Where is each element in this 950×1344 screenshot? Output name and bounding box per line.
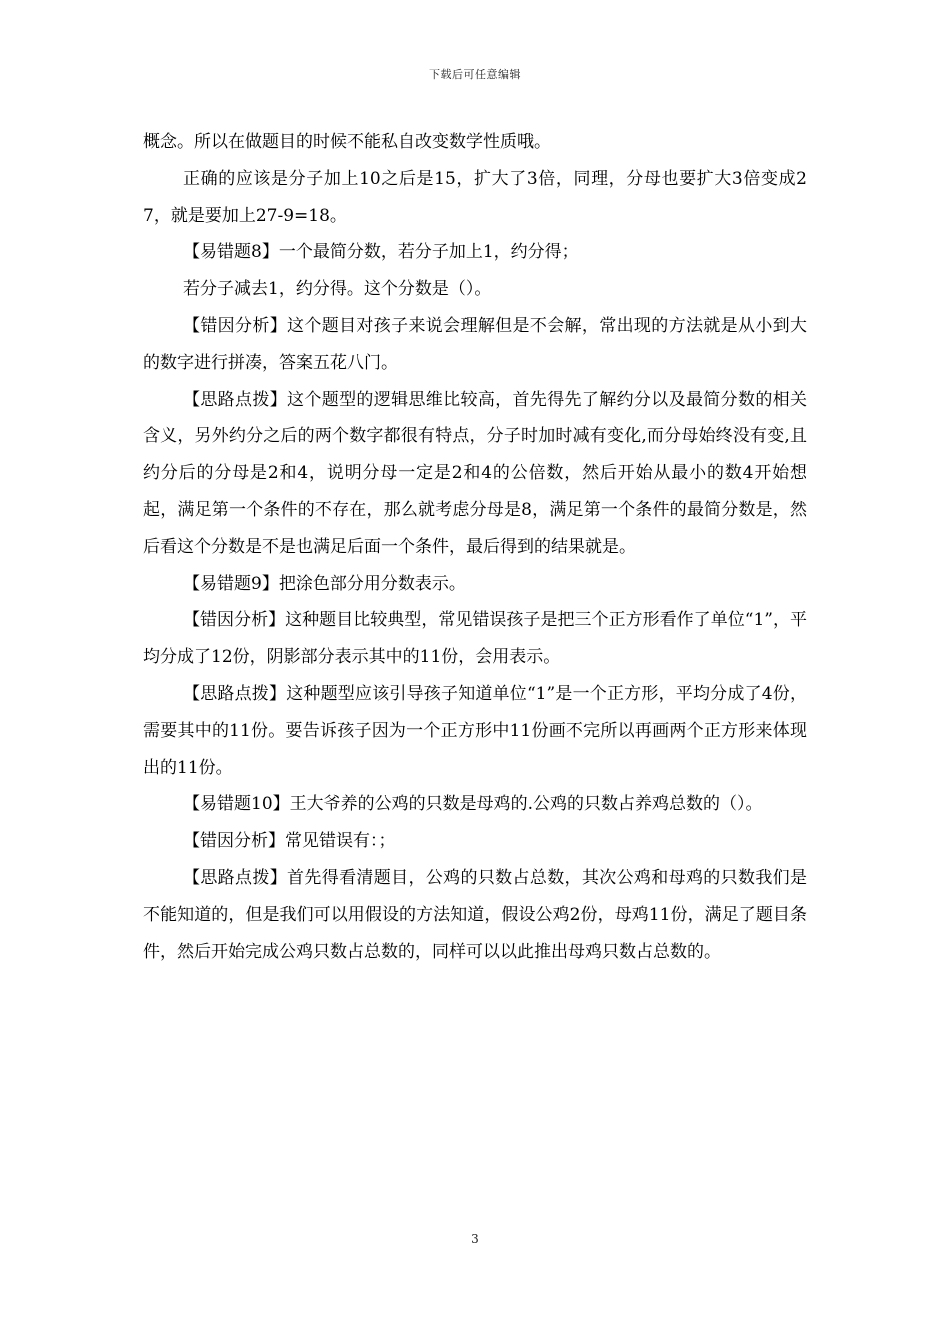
paragraph-continuation: 概念。所以在做题目的时候不能私自改变数学性质哦。 (143, 132, 551, 152)
paragraph-question-9: 【易错题9】把涂色部分用分数表示。 (183, 573, 466, 594)
paragraph-question-8-cont: 若分子减去1，约分得。这个分数是（）。 (183, 279, 492, 300)
paragraph-error-analysis-9: 【错因分析】这种题目比较典型，常见错误孩子是把三个正方形看作了单位“1”，平均分成了12份，阴影部分表示其中的11份，会用表示。 (143, 610, 807, 668)
page-header: 下载后可任意编辑 (429, 68, 521, 81)
page-number: 3 (471, 1232, 479, 1246)
paragraph-hint-8: 【思路点拨】这个题型的逻辑思维比较高，首先得先了解约分以及最简分数的相关含义，另外约分之后的两个数字都很有特点，分子时加时减有变化,而分母始终没有变,且约分后的分母是2和4，说明分母一定是2和4的公倍数，然后开始从最小的数4开始想起，满足第一个条件的不存在，那么就考虑分母是8，满足第一个条件的最简分数是，然后看这个分数是不是也满足后面一个条件，最后得到的结果就是。 (143, 389, 807, 557)
document-body (143, 124, 807, 970)
paragraph-hint-10: 【思路点拨】首先得看清题目，公鸡的只数占总数，其次公鸡和母鸡的只数我们是不能知道的，但是我们可以用假设的方法知道，假设公鸡2份，母鸡11份，满足了题目条件，然后开始完成公鸡只数占总数的，同样可以以此推出母鸡只数占总数的。 (143, 867, 807, 962)
paragraph-hint-9: 【思路点拨】这种题型应该引导孩子知道单位“1”是一个正方形，平均分成了4份，需要其中的11份。要告诉孩子因为一个正方形中11份画不完所以再画两个正方形来体现出的11份。 (143, 683, 807, 778)
paragraph-error-analysis-8: 【错因分析】这个题目对孩子来说会理解但是不会解，常出现的方法就是从小到大的数字进行拼凑，答案五花八门。 (143, 315, 807, 373)
paragraph-question-10: 【易错题10】王大爷养的公鸡的只数是母鸡的.公鸡的只数占养鸡总数的（）。 (183, 794, 763, 815)
paragraph-error-analysis-10: 【错因分析】常见错误有：； (183, 831, 396, 852)
paragraph-correct-answer: 正确的应该是分子加上10之后是15，扩大了3倍，同理，分母也要扩大3倍变成27，就是要加上27-9=18。 (143, 168, 807, 226)
paragraph-question-8: 【易错题8】一个最简分数，若分子加上1，约分得； (183, 242, 579, 263)
